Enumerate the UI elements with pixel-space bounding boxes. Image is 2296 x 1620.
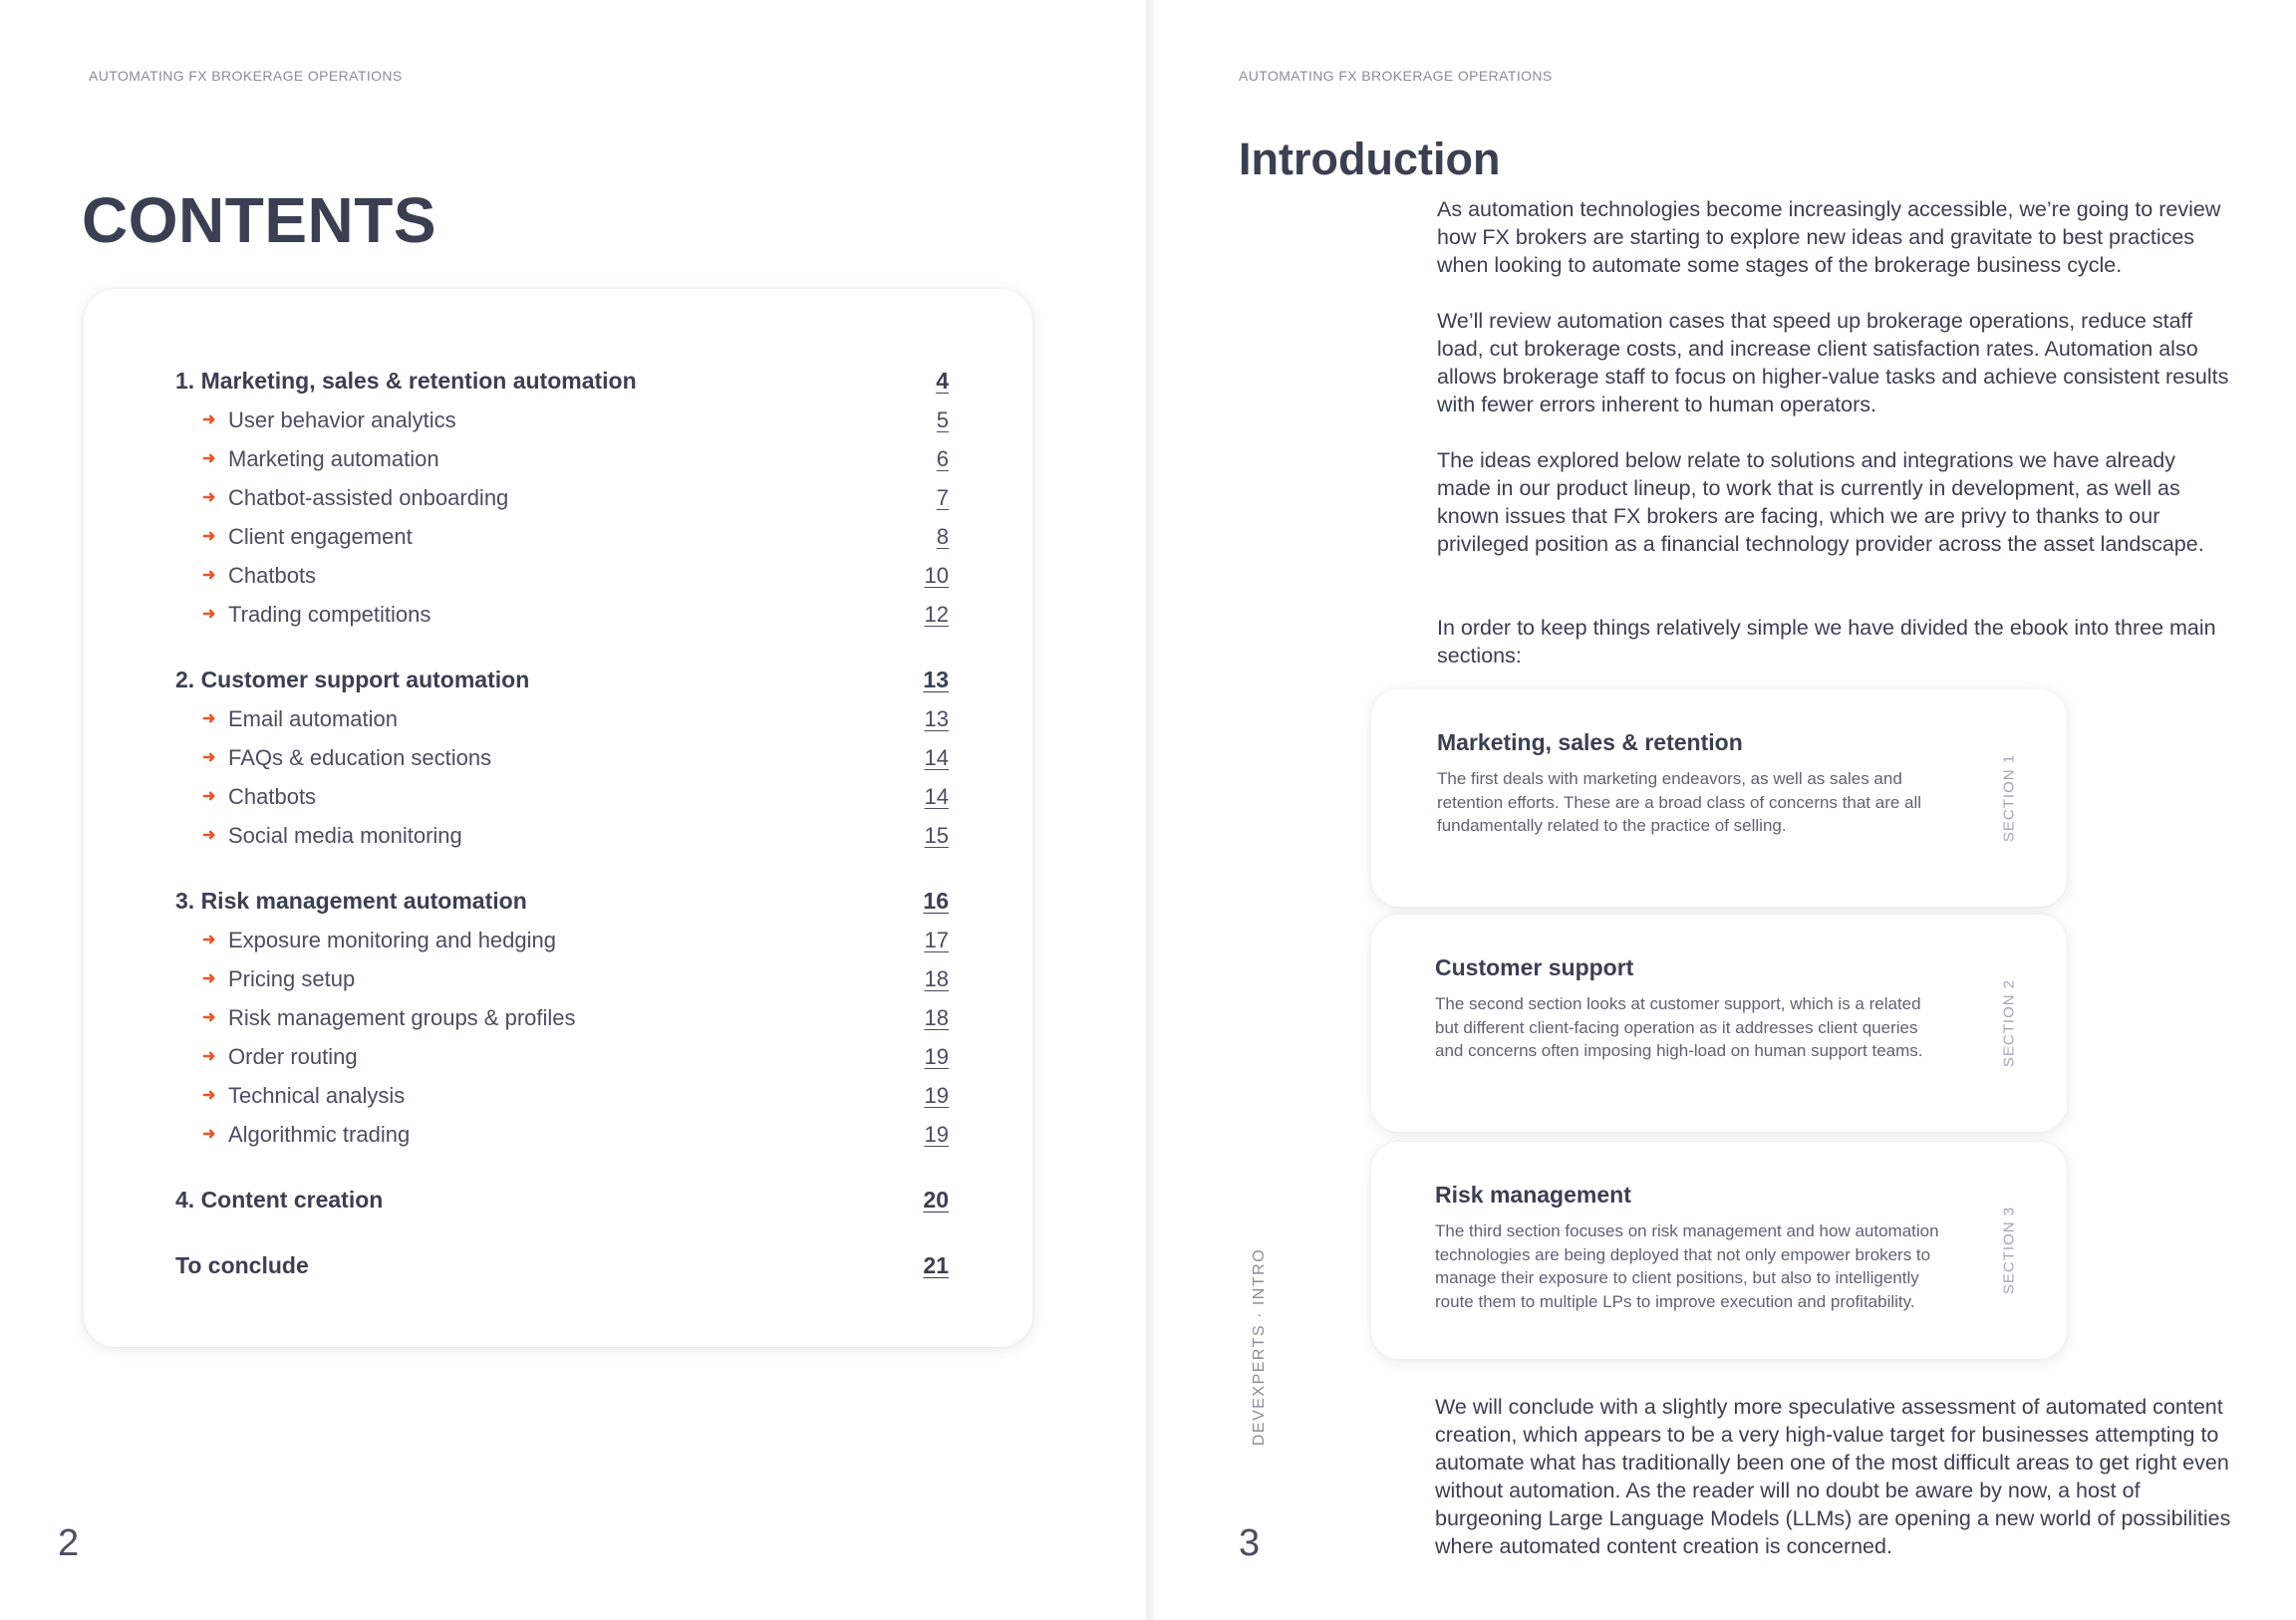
introduction-title: Introduction bbox=[1239, 134, 1501, 184]
section-card-body: The first deals with marketing endeavors, as well as sales and retention efforts. These are a broad class of concerns that are all fundamentally related to the practice of selling. bbox=[1437, 769, 1922, 835]
arrow-right-icon: ➜ bbox=[202, 1087, 216, 1104]
toc-entry-label: Chatbot-assisted onboarding bbox=[228, 485, 509, 510]
toc-section-entry[interactable] bbox=[175, 1185, 949, 1215]
toc-entry-label: FAQs & education sections bbox=[228, 745, 492, 770]
section-card-title: Risk management bbox=[1435, 1182, 1631, 1208]
toc-page-number[interactable]: 13 bbox=[924, 706, 949, 731]
toc-subsection-entry[interactable] bbox=[175, 522, 949, 552]
toc-section-entry[interactable] bbox=[175, 1250, 949, 1280]
arrow-right-icon: ➜ bbox=[202, 1009, 216, 1026]
toc-entry-label: Chatbots bbox=[228, 784, 317, 809]
toc-entry-label: Client engagement bbox=[228, 524, 413, 549]
toc-entry-label: Marketing automation bbox=[228, 446, 439, 471]
toc-page-number[interactable]: 14 bbox=[924, 745, 949, 770]
toc-page-number[interactable]: 14 bbox=[924, 784, 949, 809]
toc-entry-label: Trading competitions bbox=[228, 602, 431, 627]
section-card-title: Marketing, sales & retention bbox=[1437, 729, 1743, 755]
section-card-risk-management: Risk management The third section focuses on risk management and how automation technologies are being deployed that not only empower brokers to manage their exposure to client positions, but also to intelligently route them to multiple LPs to improve execution and profitability. SECTION 3 bbox=[1371, 1142, 2067, 1359]
toc-page-number[interactable]: 18 bbox=[924, 1005, 949, 1030]
toc-entry-label: 1. Marketing, sales & retention automation bbox=[175, 368, 637, 394]
running-header: AUTOMATING FX BROKERAGE OPERATIONS bbox=[1239, 68, 1553, 84]
toc-page-number[interactable]: 19 bbox=[924, 1083, 949, 1108]
contents-title: CONTENTS bbox=[82, 184, 436, 256]
intro-paragraph: As automation technologies become increasingly accessible, we’re going to review how FX brokers are starting to explore new ideas and gravitate to best practices when looking to automate some stages of the brokerage business cycle. bbox=[1437, 197, 2221, 277]
toc-page-number[interactable]: 17 bbox=[924, 928, 949, 952]
toc-page-number[interactable]: 8 bbox=[936, 524, 949, 549]
toc-page-number[interactable]: 16 bbox=[923, 888, 949, 914]
toc-page-number[interactable]: 18 bbox=[924, 966, 949, 991]
toc-subsection-entry[interactable] bbox=[175, 444, 949, 474]
arrow-right-icon: ➜ bbox=[202, 411, 216, 428]
contents-page bbox=[0, 0, 1146, 1620]
arrow-right-icon: ➜ bbox=[202, 827, 216, 844]
toc-entry-label: Risk management groups & profiles bbox=[228, 1005, 576, 1030]
toc-entry-label: Email automation bbox=[228, 706, 398, 731]
toc-page-number[interactable]: 19 bbox=[924, 1122, 949, 1147]
intro-paragraph: We’ll review automation cases that speed up brokerage operations, reduce staff load, cut brokerage costs, and increase client satisfaction rates. Automation also allows brokerage staff to focus on higher-value tasks and achieve consistent results with fewer errors inherent to human operators. bbox=[1437, 309, 2229, 416]
toc-subsection-entry[interactable] bbox=[175, 704, 949, 734]
arrow-right-icon: ➜ bbox=[202, 489, 216, 506]
toc-subsection-entry[interactable] bbox=[175, 743, 949, 773]
toc-section-entry[interactable] bbox=[175, 665, 949, 694]
toc-page-number[interactable]: 6 bbox=[936, 446, 949, 471]
toc-page-number[interactable]: 21 bbox=[923, 1252, 949, 1278]
toc-page-number[interactable]: 5 bbox=[936, 407, 949, 432]
toc-subsection-entry[interactable] bbox=[175, 1042, 949, 1072]
arrow-right-icon: ➜ bbox=[202, 970, 216, 987]
toc-section-entry[interactable] bbox=[175, 366, 949, 396]
arrow-right-icon: ➜ bbox=[202, 1126, 216, 1143]
toc-entry-label: Algorithmic trading bbox=[228, 1122, 411, 1147]
toc-entry-label: Technical analysis bbox=[228, 1083, 406, 1108]
toc-page-number[interactable]: 20 bbox=[923, 1187, 949, 1213]
toc-subsection-entry[interactable] bbox=[175, 1120, 949, 1150]
toc-page-number[interactable]: 15 bbox=[924, 823, 949, 848]
toc-subsection-entry[interactable] bbox=[175, 1003, 949, 1033]
toc-subsection-entry[interactable] bbox=[175, 405, 949, 435]
toc-subsection-entry[interactable] bbox=[175, 600, 949, 630]
toc-subsection-entry[interactable] bbox=[175, 782, 949, 812]
toc-subsection-entry[interactable] bbox=[175, 1081, 949, 1111]
toc-subsection-entry[interactable] bbox=[175, 964, 949, 994]
toc-entry-label: Order routing bbox=[228, 1044, 358, 1069]
toc-page-number[interactable]: 19 bbox=[924, 1044, 949, 1069]
toc-page-number[interactable]: 10 bbox=[924, 563, 949, 588]
conclusion-paragraph: We will conclude with a slightly more speculative assessment of automated content creation, which appears to be a very high-value target for businesses attempting to automate what has traditionally been one of the most difficult areas to get right even without automation. As the reader will no doubt be aware by now, a host of burgeoning Large Language Models (LLMs) are opening a new world of possibilities where automated content creation is concerned. bbox=[1435, 1395, 2231, 1558]
section-card-customer-support: Customer support The second section looks at customer support, which is a related but different client-facing operation as it addresses client queries and concerns often imposing high-load on human support teams. SECTION 2 bbox=[1371, 915, 2067, 1132]
toc-subsection-entry[interactable] bbox=[175, 821, 949, 851]
toc-entry-label: 4. Content creation bbox=[175, 1187, 384, 1213]
toc-page-number[interactable]: 12 bbox=[924, 602, 949, 627]
toc-entry-label: 2. Customer support automation bbox=[175, 667, 530, 692]
intro-paragraph: The ideas explored below relate to solutions and integrations we have already made in our product lineup, to work that is currently in development, as well as known issues that FX brokers are facing, which we are privy to thanks to our privileged position as a financial technology provider across the asset landscape. bbox=[1437, 448, 2204, 556]
section-card-title: Customer support bbox=[1435, 954, 1634, 980]
toc-page-number[interactable]: 4 bbox=[936, 368, 949, 394]
page-spine-divider bbox=[1146, 0, 1154, 1620]
running-header: AUTOMATING FX BROKERAGE OPERATIONS bbox=[89, 68, 403, 84]
toc-entry-label: To conclude bbox=[175, 1252, 309, 1278]
arrow-right-icon: ➜ bbox=[202, 450, 216, 467]
arrow-right-icon: ➜ bbox=[202, 528, 216, 545]
toc-entry-label: Pricing setup bbox=[228, 966, 356, 991]
toc-entry-label: 3. Risk management automation bbox=[175, 888, 527, 914]
intro-paragraph: In order to keep things relatively simple we have divided the ebook into three main sections: bbox=[1437, 616, 2216, 668]
arrow-right-icon: ➜ bbox=[202, 788, 216, 805]
toc-subsection-entry[interactable] bbox=[175, 483, 949, 513]
toc-page-number[interactable]: 7 bbox=[936, 485, 949, 510]
arrow-right-icon: ➜ bbox=[202, 749, 216, 766]
page-number: 3 bbox=[1239, 1522, 1261, 1564]
toc-subsection-entry[interactable] bbox=[175, 926, 949, 955]
toc-entry-label: Chatbots bbox=[228, 563, 317, 588]
arrow-right-icon: ➜ bbox=[202, 932, 216, 948]
section-card-marketing: Marketing, sales & retention The first deals with marketing endeavors, as well as sales and retention efforts. These are a broad class of concerns that are all fundamentally related to the practice of selling. SECTION 1 bbox=[1371, 689, 2067, 907]
toc-section-entry[interactable] bbox=[175, 886, 949, 916]
introduction-page: AUTOMATING FX BROKERAGE OPERATIONS Introduction As automation technologies become increasingly accessible, we’re going to review how FX brokers are starting to explore new ideas and gravitate to best practices when looking to automate some stages of the brokerage business cycle. We’ll review automation cases that speed up brokerage operations, reduce staff load, cut brokerage costs, and increase client satisfaction rates. Automation also allows brokerage staff to focus on higher-value tasks and achieve consistent results with fewer errors inherent to human operators. The ideas explored below relate to solutions and integrations we have already made in our product lineup, to work that is currently in development, as well as known issues that FX brokers are facing, which we are privy to thanks to our privileged position as a financial technology provider across the asset landscape. In order to keep things relatively simple we have divided the ebook into three main sections: Marketing, sales & retention The first deals with marketing endeavors, as well as sales and retention efforts. These are a broad class of concerns that are all fundamentally related to the practice of selling. SECTION 1 Customer support The second section looks at customer support, which is a related but different client-facing operation as it addresses client queries and concerns often imposing high-load on human support teams. SECTION 2 Risk management The third section focuses on risk management and how automation technologies are being deployed that not only empower brokers to manage their exposure to client positions, but also to intelligently route them to multiple LPs to improve execution and profitability. SECTION 3 DEVEXPERTS · INTRO We will conclude with a slightly more speculative assessment of automated content creation, which appears to be a very high-value target for businesses attempting to automate what has traditionally been one of the most difficult areas to get right even without automation. As the reader will no doubt be aware by now, a host of burgeoning Large Language Models (LLMs) are opening a new world of possibilities where automated content creation is concerned. 3 bbox=[1154, 0, 2296, 1620]
page-number: 2 bbox=[58, 1522, 80, 1564]
toc-page-number[interactable]: 13 bbox=[923, 667, 949, 692]
arrow-right-icon: ➜ bbox=[202, 606, 216, 623]
table-of-contents bbox=[84, 289, 1032, 1347]
arrow-right-icon: ➜ bbox=[202, 1048, 216, 1065]
arrow-right-icon: ➜ bbox=[202, 567, 216, 584]
section-card-body: The second section looks at customer support, which is a related but different client-facing operation as it addresses client queries and concerns often imposing high-load on human support teams. bbox=[1435, 994, 1923, 1060]
toc-entry-label: Exposure monitoring and hedging bbox=[228, 928, 557, 952]
arrow-right-icon: ➜ bbox=[202, 710, 216, 727]
section-card-body: The third section focuses on risk management and how automation technologies are being deployed that not only empower brokers to manage their exposure to client positions, but also to intelligently route them to multiple LPs to improve execution and profitability. bbox=[1435, 1221, 1939, 1311]
toc-entry-label: User behavior analytics bbox=[228, 407, 456, 432]
toc-entry-label: Social media monitoring bbox=[228, 823, 462, 848]
toc-subsection-entry[interactable] bbox=[175, 561, 949, 591]
